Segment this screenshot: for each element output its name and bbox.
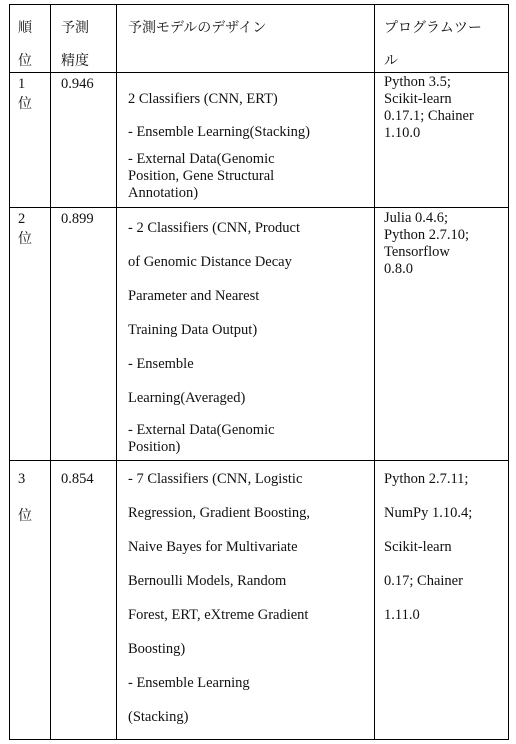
row2-tools-line: Julia 0.4.6; (384, 210, 449, 226)
results-table (9, 4, 509, 740)
row3-design-line: Naive Bayes for Multivariate (128, 539, 298, 555)
header-accuracy-line2: 精度 (61, 53, 89, 69)
row1-accuracy: 0.946 (61, 76, 94, 92)
row2-design-line: of Genomic Distance Decay (128, 254, 292, 270)
row3-design-line: - 7 Classifiers (CNN, Logistic (128, 471, 303, 487)
row2-design-line: - 2 Classifiers (CNN, Product (128, 220, 300, 236)
row1-tools-line: 0.17.1; Chainer (384, 108, 474, 124)
row-divider (10, 207, 508, 208)
row2-design-line: Position) (128, 439, 181, 455)
header-tools-line1: プログラムツー (384, 20, 482, 36)
row2-tools-line: Python 2.7.10; (384, 227, 469, 243)
row2-design-line: - External Data(Genomic (128, 422, 275, 438)
header-accuracy-line1: 予測 (61, 20, 89, 36)
row3-design-line: Forest, ERT, eXtreme Gradient (128, 607, 309, 623)
row2-rank-suffix: 位 (18, 231, 32, 247)
row1-tools-line: Python 3.5; (384, 74, 451, 90)
row1-design-line: - Ensemble Learning(Stacking) (128, 124, 310, 140)
row3-tools-line: Scikit-learn (384, 539, 452, 555)
row3-tools-line: Python 2.7.11; (384, 471, 469, 487)
row2-tools-line: 0.8.0 (384, 261, 413, 277)
row1-design-line: 2 Classifiers (CNN, ERT) (128, 91, 278, 107)
row3-accuracy: 0.854 (61, 471, 94, 487)
row3-design-line: Boosting) (128, 641, 186, 657)
row3-tools-line: 0.17; Chainer (384, 573, 463, 589)
row2-design-line: Training Data Output) (128, 322, 258, 338)
column-divider (50, 5, 51, 739)
header-rank-line1: 順 (18, 20, 32, 36)
row1-rank-number: 1 (18, 76, 26, 92)
row1-rank-suffix: 位 (18, 96, 32, 112)
header-design: 予測モデルのデザイン (128, 20, 267, 36)
row-divider (10, 72, 508, 73)
row3-tools-line: 1.11.0 (384, 607, 420, 623)
row-divider (10, 460, 508, 461)
row1-design-line: Position, Gene Structural (128, 168, 275, 184)
row2-design-line: - Ensemble (128, 356, 194, 372)
row3-rank-suffix: 位 (18, 508, 32, 524)
row2-design-line: Learning(Averaged) (128, 390, 246, 406)
row2-tools-line: Tensorflow (384, 244, 450, 260)
row2-accuracy: 0.899 (61, 211, 94, 227)
row1-design-line: - External Data(Genomic (128, 151, 275, 167)
row2-rank-number: 2 (18, 211, 26, 227)
column-divider (374, 5, 375, 739)
header-rank-line2: 位 (18, 53, 32, 69)
row3-design-line: Regression, Gradient Boosting, (128, 505, 311, 521)
row1-tools-line: 1.10.0 (384, 125, 421, 141)
row3-rank-number: 3 (18, 471, 26, 487)
row3-tools-line: NumPy 1.10.4; (384, 505, 473, 521)
row1-design-line: Annotation) (128, 185, 199, 201)
header-tools-line2: ル (384, 53, 398, 69)
row3-design-line: (Stacking) (128, 709, 189, 725)
row3-design-line: Bernoulli Models, Random (128, 573, 287, 589)
row3-design-line: - Ensemble Learning (128, 675, 250, 691)
row2-design-line: Parameter and Nearest (128, 288, 260, 304)
row1-tools-line: Scikit-learn (384, 91, 452, 107)
column-divider (116, 5, 117, 739)
